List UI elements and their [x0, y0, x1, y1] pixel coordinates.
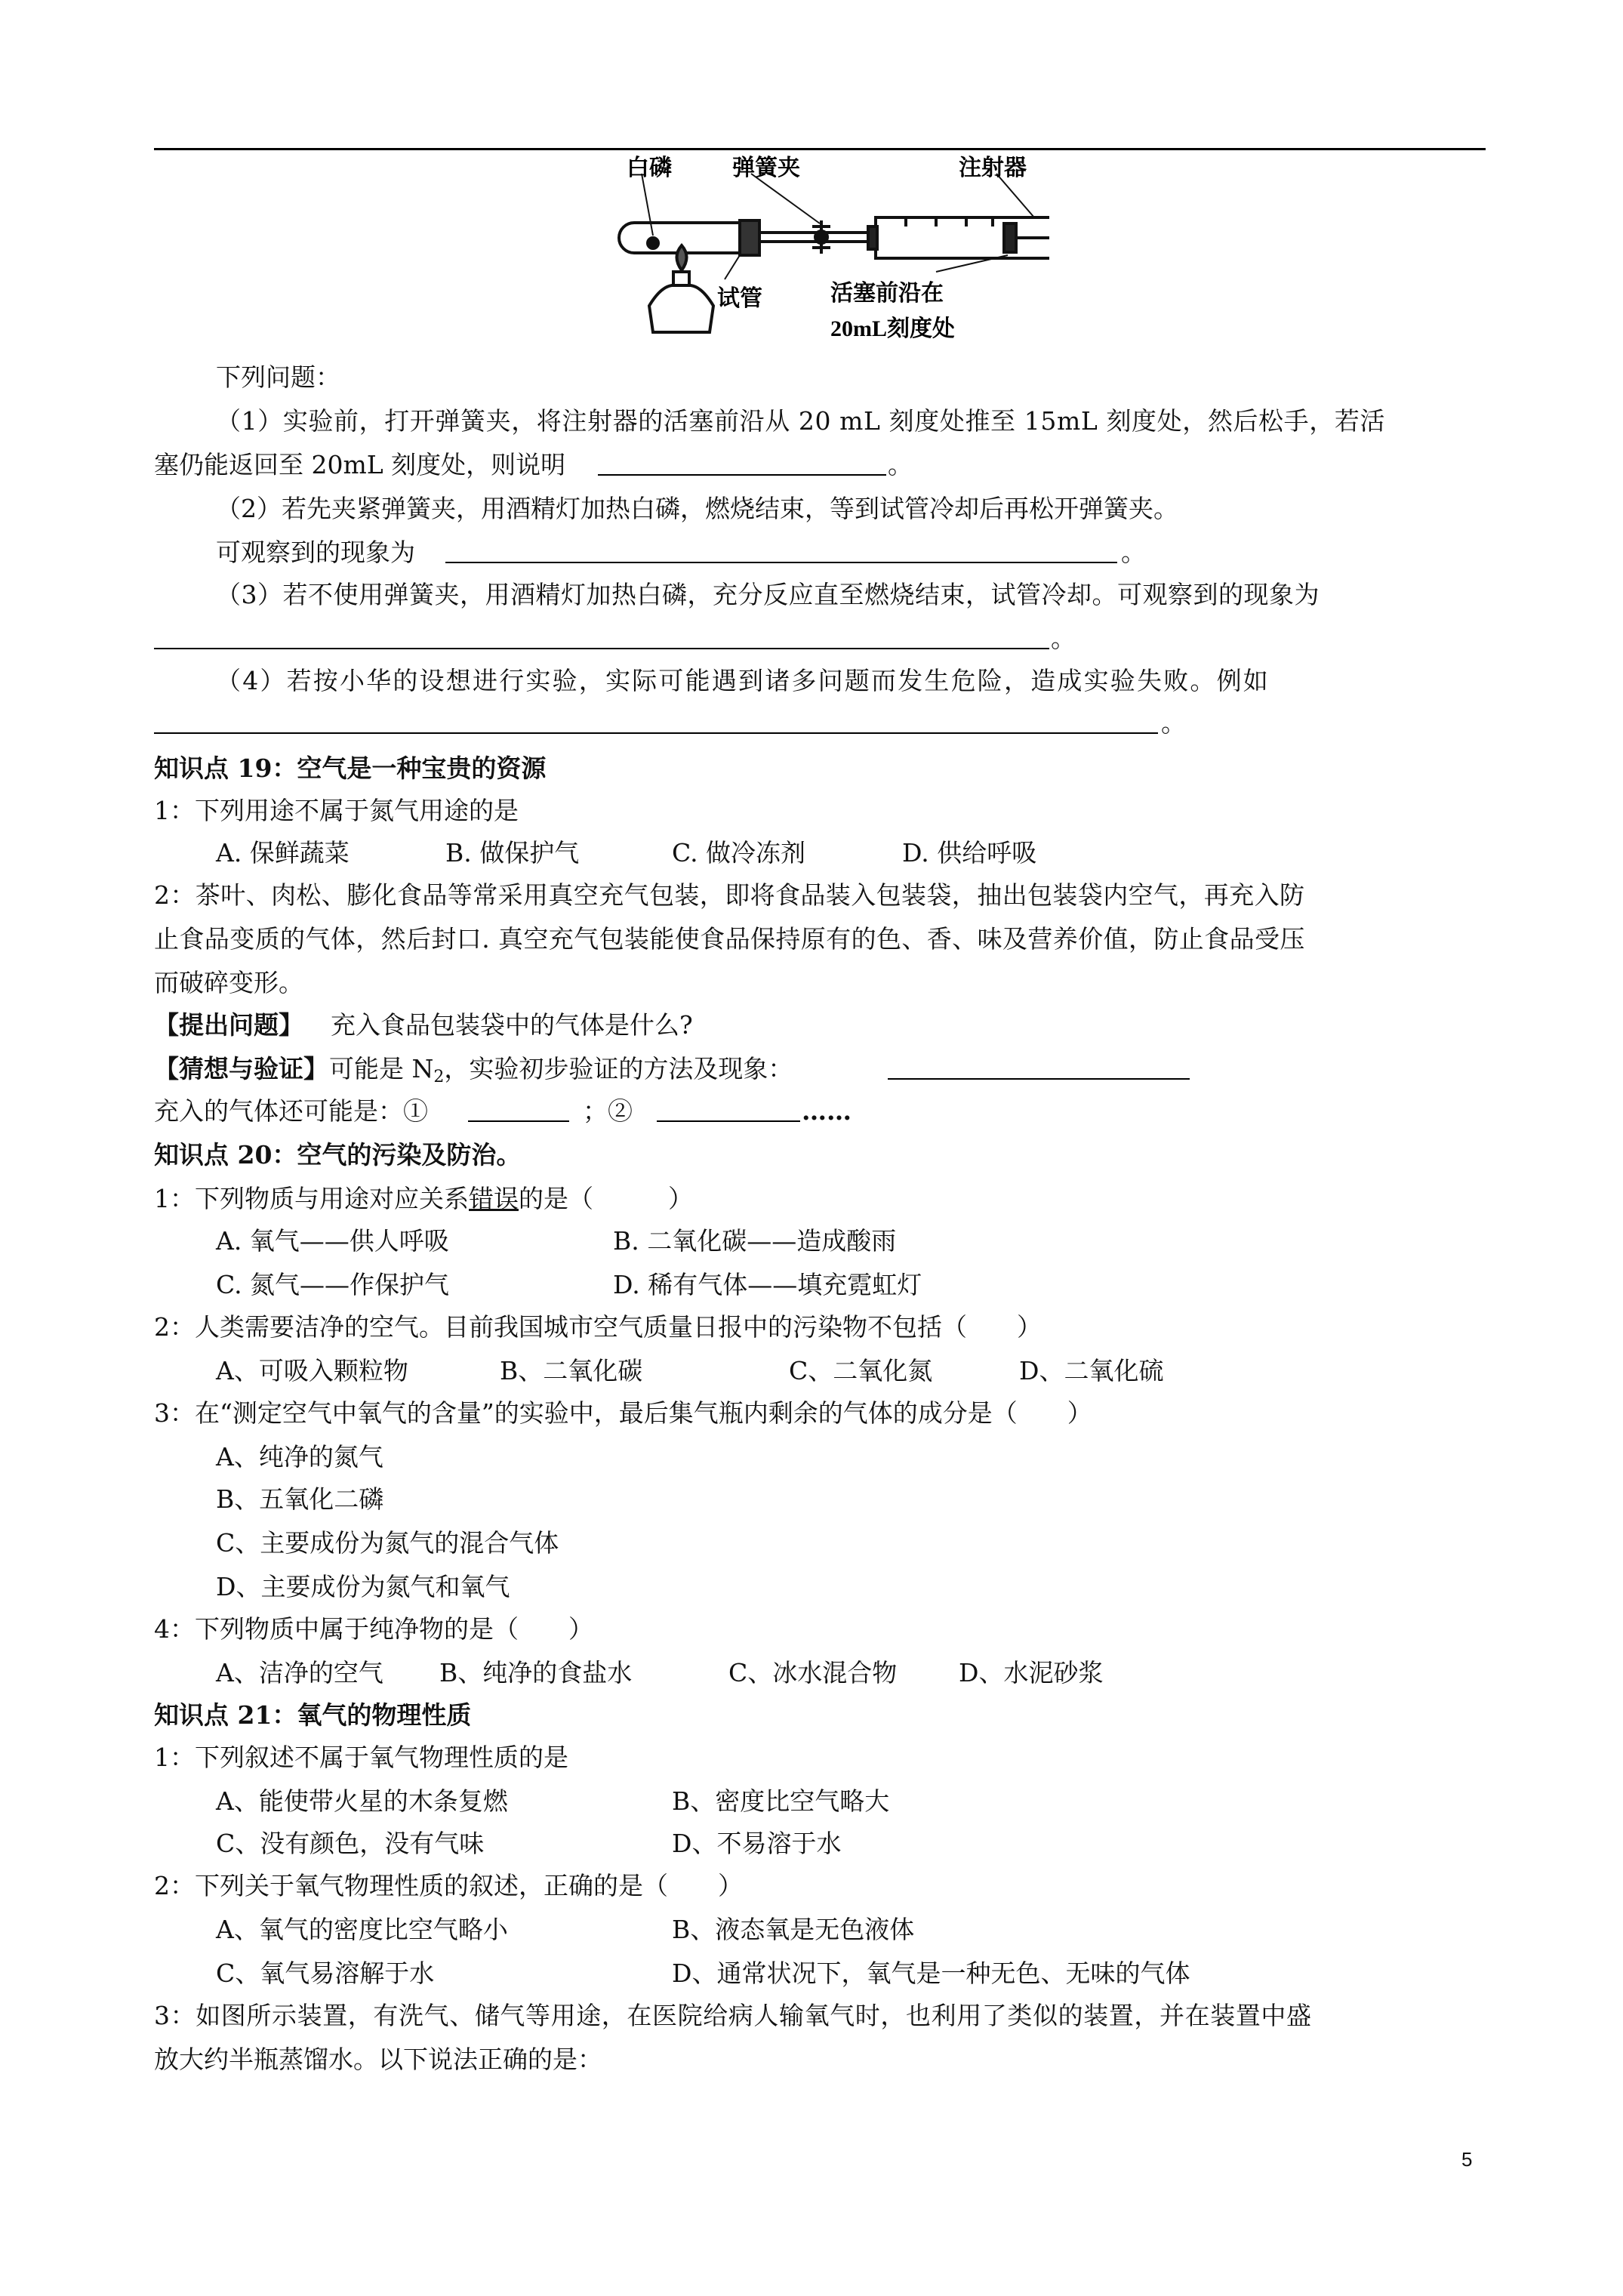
k19-title: 知识点 19：空气是一种宝贵的资源 [154, 754, 547, 783]
k21-q2: 2：下列关于氧气物理性质的叙述，正确的是（ ） [154, 1871, 743, 1900]
k19-more-sep: ；② [583, 1096, 633, 1126]
k19-ask-label: 【提出问题】 [154, 1010, 303, 1040]
k20-q2-option-c[interactable]: C、二氧化氮 [789, 1356, 933, 1385]
k20-q1-option-b[interactable]: B. 二氧化碳——造成酸雨 [613, 1226, 897, 1256]
k20-q3: 3：在“测定空气中氧气的含量”的实验中，最后集气瓶内剩余的气体的成分是（ ） [154, 1398, 1092, 1428]
k19-more-answer-1-blank[interactable] [468, 1095, 569, 1122]
k20-q2: 2：人类需要洁净的空气。目前我国城市空气质量日报中的污染物不包括（ ） [154, 1312, 1042, 1342]
k19-ask-text: 充入食品包装袋中的气体是什么? [331, 1010, 693, 1040]
exp-q1-text-b: 塞仍能返回至 20mL 刻度处，则说明 [154, 450, 566, 479]
k21-q2-option-c[interactable]: C、氧气易溶解于水 [216, 1959, 435, 1988]
exp-q4-text-a: （4）若按小华的设想进行实验，实际可能遇到诸多问题而发生危险，造成实验失败。例如 [216, 666, 1270, 695]
label-spring-clip: 弹簧夹 [732, 156, 800, 180]
exp-q3-end: 。 [1051, 624, 1076, 653]
k21-q2-option-d[interactable]: D、通常状况下，氧气是一种无色、无味的气体 [672, 1959, 1190, 1988]
k19-q1-option-c[interactable]: C. 做冷冻剂 [672, 838, 806, 868]
k20-q4-option-b[interactable]: B、纯净的食盐水 [439, 1658, 633, 1687]
k19-guess-text-1: 可能是 N [329, 1054, 434, 1083]
apparatus-diagram [581, 151, 1049, 359]
page-number: 5 [1461, 2148, 1473, 2171]
k21-q2-option-a[interactable]: A、氧气的密度比空气略小 [216, 1915, 508, 1944]
k19-q1-option-d[interactable]: D. 供给呼吸 [902, 838, 1037, 868]
k21-q1-option-a[interactable]: A、能使带火星的木条复燃 [216, 1786, 508, 1816]
exp-intro: 下列问题： [216, 362, 340, 392]
k20-q4-option-a[interactable]: A、洁净的空气 [216, 1658, 383, 1687]
label-plunger-line-2: 20mL刻度处 [830, 316, 955, 341]
k21-q1-option-b[interactable]: B、密度比空气略大 [672, 1786, 890, 1816]
label-syringe: 注射器 [959, 156, 1027, 180]
k20-q1-option-a[interactable]: A. 氧气——供人呼吸 [216, 1226, 449, 1256]
k20-q1-text: 1：下列物质与用途对应关系 [154, 1184, 469, 1213]
k21-q3-text-2: 放大约半瓶蒸馏水。以下说法正确的是： [154, 2045, 602, 2074]
k20-q1-end: 的是（ ） [519, 1184, 693, 1213]
k20-q3-option-b[interactable]: B、五氧化二磷 [216, 1484, 384, 1514]
exp-q2-text-a: （2）若先夹紧弹簧夹，用酒精灯加热白磷，燃烧结束，等到试管冷却后再松开弹簧夹。 [216, 494, 1178, 523]
exp-q4-answer-blank[interactable] [154, 707, 1158, 734]
k20-q1-underline-word: 错误 [469, 1184, 519, 1213]
k20-q4: 4：下列物质中属于纯净物的是（ ） [154, 1614, 593, 1644]
k19-more-text: 充入的气体还可能是：① [154, 1096, 428, 1126]
header-rule [154, 148, 1486, 150]
k20-q1-option-d[interactable]: D. 稀有气体——填充霓虹灯 [613, 1270, 922, 1299]
k19-q1-option-a[interactable]: A. 保鲜蔬菜 [216, 838, 350, 868]
exp-q1-end: 。 [888, 450, 913, 479]
k19-guess-subscript: 2 [433, 1068, 445, 1086]
k19-more-end: …… [802, 1096, 852, 1126]
k19-q2-text-1: 2：茶叶、肉松、膨化食品等常采用真空充气包装，即将食品装入包装袋，抽出包装袋内空气，再充入防 [154, 880, 1305, 910]
k19-guess-answer-blank[interactable] [888, 1052, 1190, 1080]
exp-q2-answer-blank[interactable] [445, 536, 1117, 563]
k20-q2-option-a[interactable]: A、可吸入颗粒物 [216, 1356, 408, 1385]
exp-q4-end: 。 [1161, 708, 1186, 738]
exp-q3-text-a: （3）若不使用弹簧夹，用酒精灯加热白磷，充分反应直至燃烧结束，试管冷却。可观察到的现象为 [216, 580, 1320, 609]
k21-q3-text-1: 3：如图所示装置，有洗气、储气等用途，在医院给病人输氧气时，也利用了类似的装置，并在装置中盛 [154, 2001, 1312, 2030]
k21-q1: 1：下列叙述不属于氧气物理性质的是 [154, 1743, 568, 1772]
exp-q3-answer-blank[interactable] [154, 622, 1049, 649]
k20-q4-option-d[interactable]: D、水泥砂浆 [959, 1658, 1104, 1687]
label-test-tube: 试管 [717, 286, 762, 311]
k20-q3-option-c[interactable]: C、主要成份为氮气的混合气体 [216, 1528, 559, 1558]
exp-q2-end: 。 [1121, 538, 1146, 567]
k21-q2-option-b[interactable]: B、液态氧是无色液体 [672, 1915, 915, 1944]
k21-q1-option-d[interactable]: D、不易溶于水 [672, 1829, 842, 1858]
k19-q2-text-3: 而破碎变形。 [154, 968, 303, 997]
k20-q4-option-c[interactable]: C、冰水混合物 [728, 1658, 898, 1687]
k19-more-answer-2-blank[interactable] [657, 1095, 800, 1122]
k20-q2-option-b[interactable]: B、二氧化碳 [500, 1356, 643, 1385]
k19-q1-option-b[interactable]: B. 做保护气 [445, 838, 580, 868]
k21-q1-option-c[interactable]: C、没有颜色，没有气味 [216, 1829, 485, 1858]
label-white-phosphorus: 白磷 [627, 156, 672, 180]
k20-title: 知识点 20：空气的污染及防治。 [154, 1140, 522, 1170]
k19-q2-text-2: 止食品变质的气体，然后封口. 真空充气包装能使食品保持原有的色、香、味及营养价值，防止食品受压 [154, 924, 1305, 954]
k19-q1: 1：下列用途不属于氮气用途的是 [154, 796, 519, 825]
exp-q1-text-a: （1）实验前，打开弹簧夹，将注射器的活塞前沿从 20 mL 刻度处推至 15mL 刻度处，然后松手，若活 [216, 406, 1386, 436]
k21-title: 知识点 21：氧气的物理性质 [154, 1700, 472, 1730]
label-plunger-line-1: 活塞前沿在 [830, 281, 944, 306]
k20-q2-option-d[interactable]: D、二氧化硫 [1019, 1356, 1164, 1385]
k20-q3-option-d[interactable]: D、主要成份为氮气和氧气 [216, 1572, 510, 1601]
k20-q1-option-c[interactable]: C. 氮气——作保护气 [216, 1270, 450, 1299]
exp-q2-text-b: 可观察到的现象为 [216, 538, 415, 567]
k19-guess-label: 【猜想与验证】 [154, 1054, 328, 1083]
k20-q3-option-a[interactable]: A、纯净的氮气 [216, 1442, 383, 1472]
k19-guess-text-2: ，实验初步验证的方法及现象： [444, 1054, 793, 1083]
exp-q1-answer-blank[interactable] [598, 448, 886, 476]
